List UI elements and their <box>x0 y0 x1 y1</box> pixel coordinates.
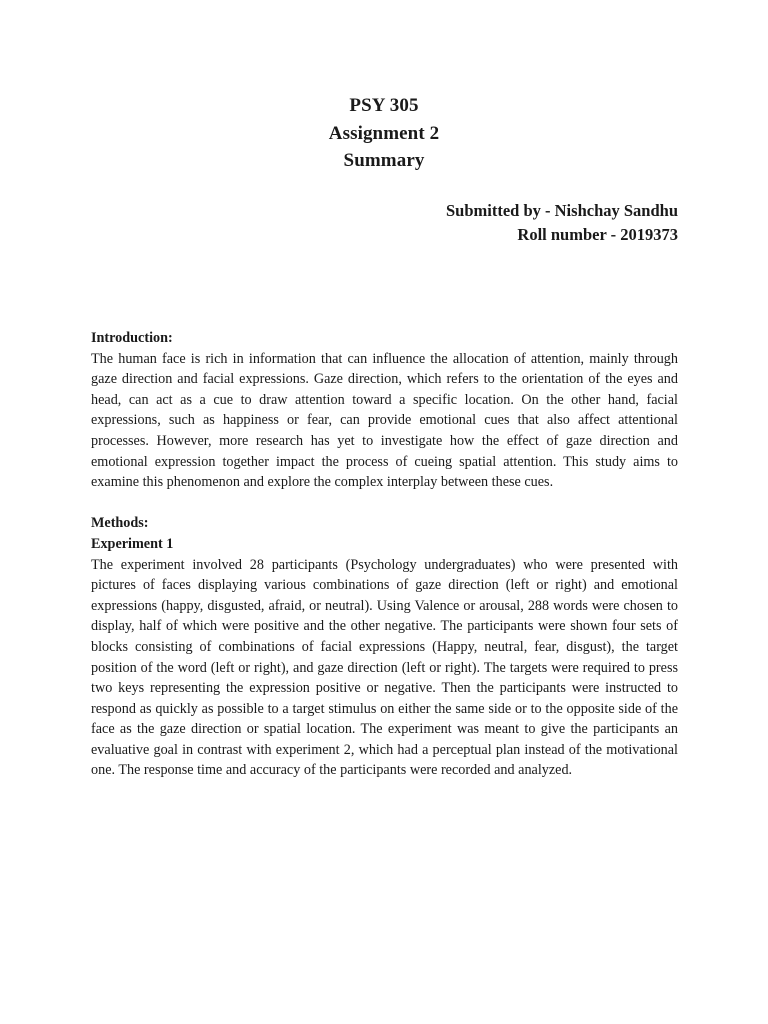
experiment-1-heading: Experiment 1 <box>91 535 174 552</box>
methods-heading: Methods: <box>91 515 149 532</box>
assignment-title: Assignment 2 <box>328 122 440 144</box>
course-code: PSY 305 <box>349 95 419 116</box>
submitted-by: Submitted by - Nishchay Sandhu <box>446 201 678 220</box>
methods-paragraph: The experiment involved 28 participants (Psychology undergraduates) who were presented with pictures of faces displaying various combinations of gaze direction (left or right) and emotional expressions (happy, disgusted, afraid, or neutral). Using Valence or arousal, 288 words were chosen to display, half of which were positive and the other negative. The participants were shown four sets of blocks consisting of combinations of facial expressions (Happy, neutral, fear, disgust), the target position of the word (left or right), and gaze direction (left or right). The targets were required to press two keys representing the expression positive or negative. Then the participants were instructed to respond as quickly as possible to a target stimulus on either the same side or to the opposite side of the face as the gaze direction or spatial location. The experiment was meant to give the participants an evaluative goal in contrast with experiment 2, which had a perceptual plan instead of the motivational one. The response time and accuracy of the participants were recorded and analyzed. <box>91 556 678 779</box>
roll-number: Roll number - 2019373 <box>517 225 678 244</box>
introduction-paragraph: The human face is rich in information that can influence the allocation of attention, mainly through gaze direction and facial expressions. Gaze direction, which refers to the orientation of the eyes and head, can act as a cue to draw attention toward a specific location. On the other hand, facial expressions, such as happiness or fear, can provide emotional cues that also affect attentional processes. However, more research has yet to investigate how the effect of gaze direction and emotional expression together impact the process of cueing spatial attention. This study aims to examine this phenomenon and explore the complex interplay between these cues. <box>91 350 678 491</box>
document-body <box>91 328 678 781</box>
section-spacer <box>91 493 678 514</box>
document-subtitle: Summary <box>343 150 425 171</box>
introduction-heading: Introduction: <box>91 330 173 346</box>
submission-info <box>446 199 678 247</box>
title-block <box>0 92 768 175</box>
